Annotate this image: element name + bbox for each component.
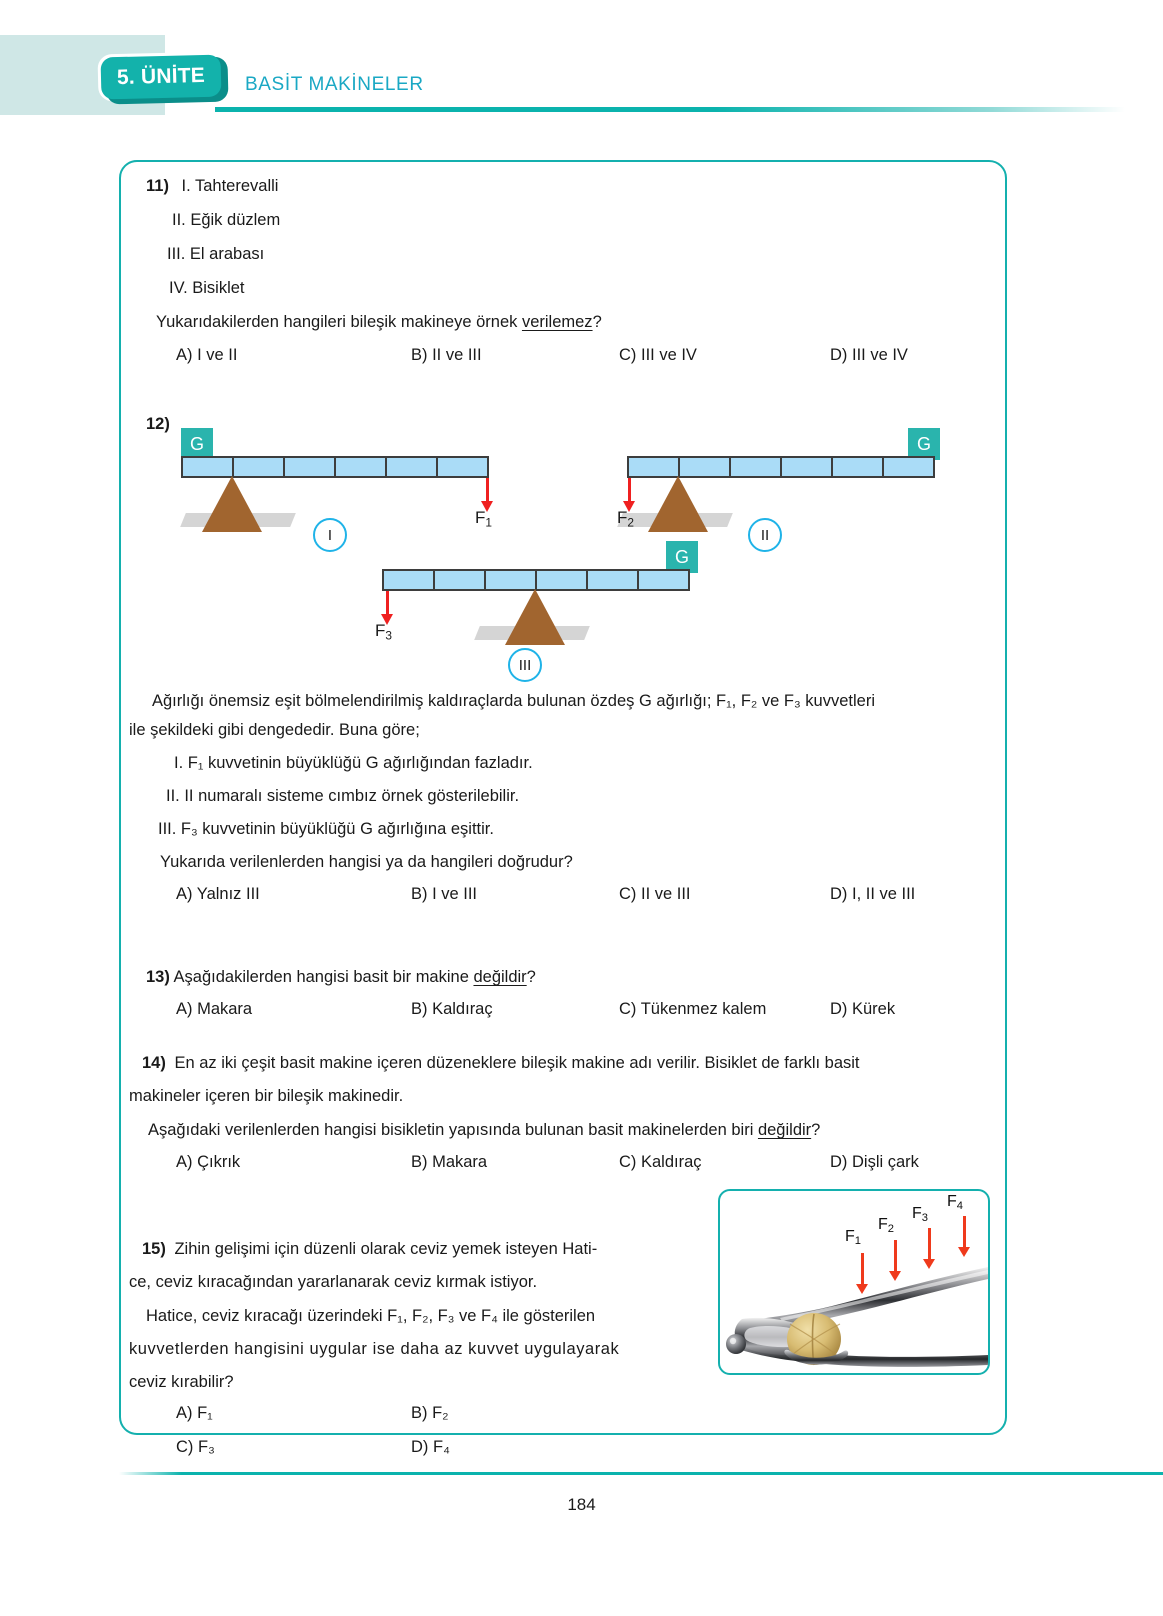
q15-option-a[interactable]: A) F₁ <box>176 1404 213 1422</box>
lever-1-bar <box>181 456 489 478</box>
nutcracker-illustration <box>720 1191 988 1373</box>
nutcracker-photo <box>718 1189 990 1375</box>
lever-3-segment <box>382 569 435 591</box>
q15-force-arrow-2 <box>889 1240 901 1284</box>
lever-3-fulcrum <box>505 589 565 645</box>
lever-2-segment <box>780 456 833 478</box>
q12-paragraph-line-2: ile şekildeki gibi dengededir. Buna göre; <box>129 721 420 739</box>
q14-option-d[interactable]: D) Dişli çark <box>830 1153 919 1171</box>
lever-2-segment <box>627 456 680 478</box>
q13-option-b[interactable]: B) Kaldıraç <box>411 1000 493 1018</box>
lever-2-bar <box>627 456 935 478</box>
lever-3-segment <box>433 569 486 591</box>
lever-2-weight-block: G <box>908 428 940 460</box>
lever-2-segment <box>729 456 782 478</box>
q14-stem-underlined: değildir <box>757 1121 812 1139</box>
lever-3-segment <box>484 569 537 591</box>
lever-3-segment <box>535 569 588 591</box>
lever-3-segment <box>586 569 639 591</box>
lever-3-label-circle: III <box>508 648 542 682</box>
q13-stem-underlined: değildir <box>473 968 527 986</box>
q11-number: 11) <box>146 177 169 195</box>
q13-stem <box>146 966 536 990</box>
lever-1-force-label: $F_1$ <box>475 508 493 530</box>
q11-option-a[interactable]: A) I ve II <box>176 346 238 364</box>
q14-stem-before: Aşağıdaki verilenlerden hangisi bisikletin yapısında bulunan basit makinelerden biri <box>148 1121 758 1139</box>
q12-option-a[interactable]: A) Yalnız III <box>176 885 260 903</box>
q11-item-3: III. El arabası <box>167 245 265 263</box>
q15-paragraph-line-1 <box>142 1238 597 1262</box>
q12-options <box>0 885 1163 907</box>
lever-2-label-circle: II <box>748 518 782 552</box>
q13-options <box>0 1000 1163 1022</box>
page-title: BASİT MAKİNELER <box>245 74 424 95</box>
q11-item-1: I. Tahterevalli <box>181 177 279 195</box>
q12-stem: Yukarıda verilenlerden hangisi ya da hangileri doğrudur? <box>160 853 573 871</box>
q13-option-d[interactable]: D) Kürek <box>830 1000 896 1018</box>
lever-2-force-arrow <box>623 478 635 512</box>
q15-paragraph-line-4: kuvvetlerden hangisini uygular ise daha az kuvvet uygulayarak <box>129 1340 620 1358</box>
lever-3-weight-block: G <box>666 541 698 573</box>
q11-item-2: II. Eğik düzlem <box>172 211 281 229</box>
q15-paragraph-text-1: Zihin gelişimi için düzenli olarak ceviz yemek isteyen Hati- <box>174 1240 598 1258</box>
unit-badge <box>101 55 222 100</box>
q11-stem-underlined: verilemez <box>521 313 593 331</box>
q13-stem-before: Aşağıdakilerden hangisi basit bir makine <box>173 968 474 986</box>
q14-paragraph-line-2: makineler içeren bir bileşik makinedir. <box>129 1087 404 1105</box>
lever-1-label-circle: I <box>313 518 347 552</box>
lever-2-segment <box>882 456 935 478</box>
lever-3-bar <box>382 569 690 591</box>
q11-option-b[interactable]: B) II ve III <box>411 346 482 364</box>
lever-2-force-label: $F_2$ <box>617 508 635 530</box>
footer-rule <box>119 1472 1163 1475</box>
q11-stem-after: ? <box>592 313 602 331</box>
q14-option-a[interactable]: A) Çıkrık <box>176 1153 241 1171</box>
q15-paragraph-line-3: Hatice, ceviz kıracağı üzerindeki F₁, F₂, F₃ ve F₄ ile gösterilen <box>146 1307 596 1325</box>
q12-option-d[interactable]: D) I, II ve III <box>830 885 916 903</box>
q15-option-c[interactable]: C) F₃ <box>176 1438 215 1456</box>
lever-2-segment <box>831 456 884 478</box>
lever-2-fulcrum <box>648 476 708 532</box>
q14-option-b[interactable]: B) Makara <box>411 1153 488 1171</box>
lever-3-force-arrow <box>381 591 393 625</box>
q14-paragraph-line-1 <box>142 1052 860 1076</box>
q15-force-label-3: $F_3$ <box>912 1205 929 1225</box>
q14-number: 14) <box>142 1054 166 1072</box>
lever-1-segment <box>385 456 438 478</box>
q14-stem <box>148 1119 820 1143</box>
header-rule <box>215 107 1125 112</box>
q15-paragraph-line-2: ce, ceviz kıracağından yararlanarak ceviz kırmak istiyor. <box>129 1273 538 1291</box>
lever-1-weight-block: G <box>181 428 213 460</box>
q14-paragraph-text-1: En az iki çeşit basit makine içeren düzeneklere bileşik makine adı verilir. Bisiklet de farklı basit <box>174 1054 860 1072</box>
lever-1-segment <box>232 456 285 478</box>
q13-option-a[interactable]: A) Makara <box>176 1000 253 1018</box>
q12-statement-1: I. F₁ kuvvetinin büyüklüğü G ağırlığından fazladır. <box>174 754 533 772</box>
q14-stem-after: ? <box>811 1121 821 1139</box>
q14-options <box>0 1153 1163 1175</box>
lever-1-force-arrow <box>481 478 493 512</box>
lever-3-segment <box>637 569 690 591</box>
q15-force-arrow-3 <box>923 1228 935 1272</box>
q15-option-d[interactable]: D) F₄ <box>411 1438 450 1456</box>
q15-force-arrow-4 <box>958 1216 970 1260</box>
q14-option-c[interactable]: C) Kaldıraç <box>619 1153 702 1171</box>
q12-option-b[interactable]: B) I ve III <box>411 885 478 903</box>
q11-line <box>146 175 278 199</box>
q15-paragraph-line-5: ceviz kırabilir? <box>129 1373 234 1391</box>
q15-force-label-2: $F_2$ <box>878 1216 895 1236</box>
lever-1-segment <box>181 456 234 478</box>
q13-option-c[interactable]: C) Tükenmez kalem <box>619 1000 767 1018</box>
q15-force-label-1: $F_1$ <box>845 1228 862 1248</box>
q11-item-4: IV. Bisiklet <box>169 279 245 297</box>
q12-statement-3: III. F₃ kuvvetinin büyüklüğü G ağırlığına eşittir. <box>158 820 494 838</box>
q12-paragraph-line-1: Ağırlığı önemsiz eşit bölmelendirilmiş kaldıraçlarda bulunan özdeş G ağırlığı; F₁, F₂ ve F₃ kuvvetleri <box>152 692 875 710</box>
q15-force-label-4: $F_4$ <box>947 1193 964 1213</box>
q11-option-c[interactable]: C) III ve IV <box>619 346 697 364</box>
q15-number: 15) <box>142 1240 166 1258</box>
q13-stem-after: ? <box>526 968 536 986</box>
unit-badge-label: 5. ÜNİTE <box>116 63 206 90</box>
page-number: 184 <box>567 1495 596 1514</box>
q13-number: 13) <box>146 968 170 986</box>
lever-1-segment <box>436 456 489 478</box>
q15-option-b[interactable]: B) F₂ <box>411 1404 449 1422</box>
lever-1-segment <box>334 456 387 478</box>
q15-force-arrow-1 <box>856 1253 868 1297</box>
lever-2-segment <box>678 456 731 478</box>
q12-option-c[interactable]: C) II ve III <box>619 885 691 903</box>
q12-number: 12) <box>146 415 170 433</box>
lever-3-force-label: $F_3$ <box>375 621 393 643</box>
lever-1-fulcrum <box>202 476 262 532</box>
q11-stem <box>156 311 602 335</box>
q12-statement-2: II. II numaralı sisteme cımbız örnek gösterilebilir. <box>166 787 520 805</box>
q11-options <box>0 346 1163 368</box>
lever-1-segment <box>283 456 336 478</box>
q11-stem-before: Yukarıdakilerden hangileri bileşik makineye örnek <box>156 313 522 331</box>
q11-option-d[interactable]: D) III ve IV <box>830 346 908 364</box>
